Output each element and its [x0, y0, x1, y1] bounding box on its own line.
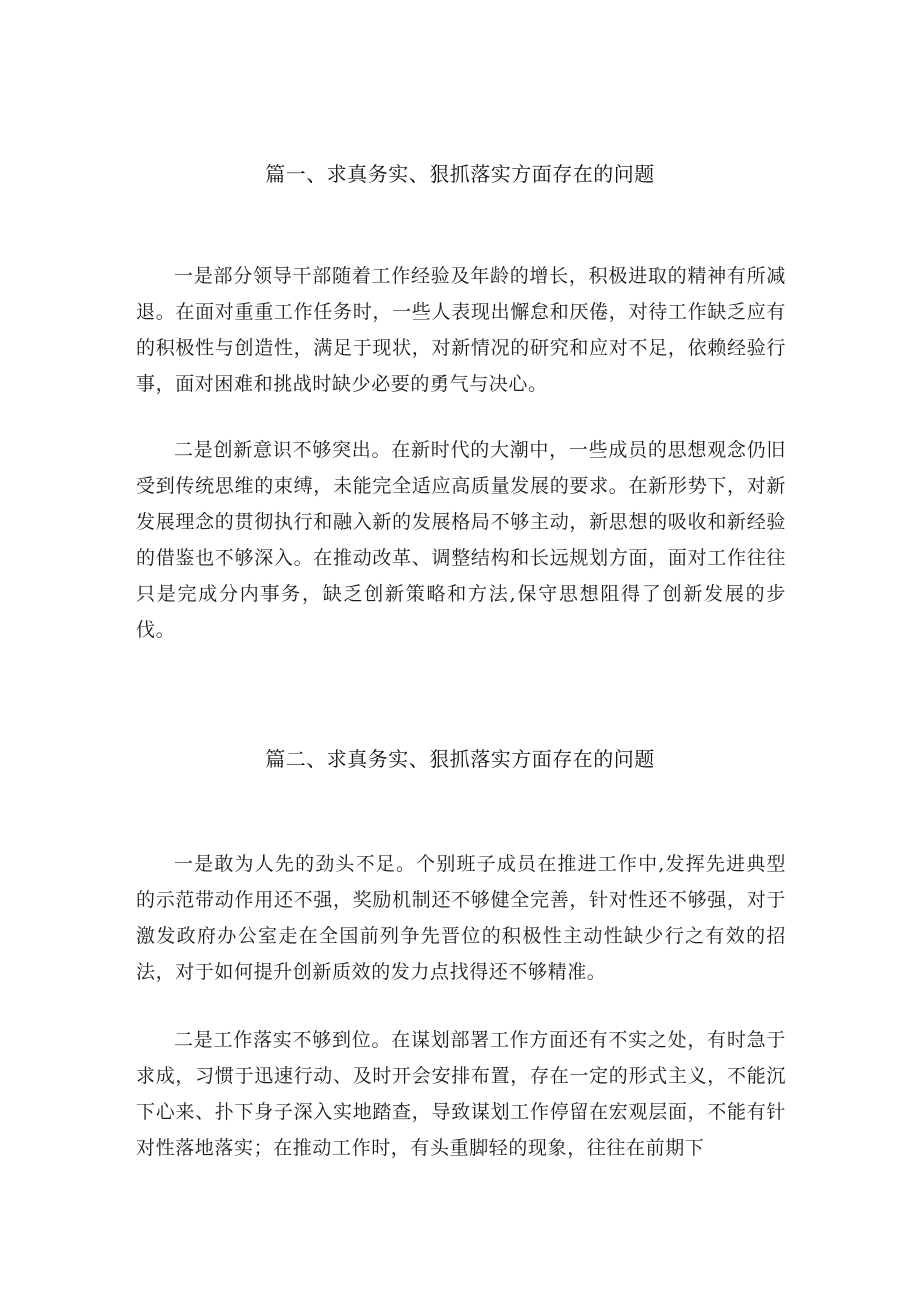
- paragraph: 一是部分领导干部随着工作经验及年龄的增长，积极进取的精神有所减退。在面对重重工作任务时，一些人表现出懈怠和厌倦，对待工作缺乏应有的积极性与创造性，满足于现状，对新情况的研究和应对不足，依赖经验行事，面对困难和挑战时缺少必要的勇气与决心。: [136, 265, 786, 395]
- paragraph: 二是工作落实不够到位。在谋划部署工作方面还有不实之处，有时急于求成，习惯于迅速行动、及时开会安排布置，存在一定的形式主义，不能沉下心来、扑下身子深入实地踏查，导致谋划工作停留在宏观层面，不能有针对性落地落实；在推动工作时，有头重脚轻的现象，往往在前期下: [136, 1029, 786, 1159]
- section-heading: 篇二、求真务实、狠抓落实方面存在的问题: [265, 747, 655, 771]
- section-heading: 篇一、求真务实、狠抓落实方面存在的问题: [265, 162, 655, 186]
- paragraph: 二是创新意识不够突出。在新时代的大潮中，一些成员的思想观念仍旧受到传统思维的束缚，未能完全适应高质量发展的要求。在新形势下，对新发展理念的贯彻执行和融入新的发展格局不够主动，新思想的吸收和新经验的借鉴也不够深入。在推动改革、调整结构和长远规划方面，面对工作往往只是完成分内事务，缺乏创新策略和方法,保守思想阻得了创新发展的步伐。: [136, 439, 786, 641]
- paragraph: 一是敢为人先的劲头不足。个别班子成员在推进工作中,发挥先进典型的示范带动作用还不强，奖励机制还不够健全完善，针对性还不够强，对于激发政府办公室走在全国前列争先晋位的积极性主动性缺少行之有效的招法，对于如何提升创新质效的发力点找得还不够精准。: [136, 853, 786, 983]
